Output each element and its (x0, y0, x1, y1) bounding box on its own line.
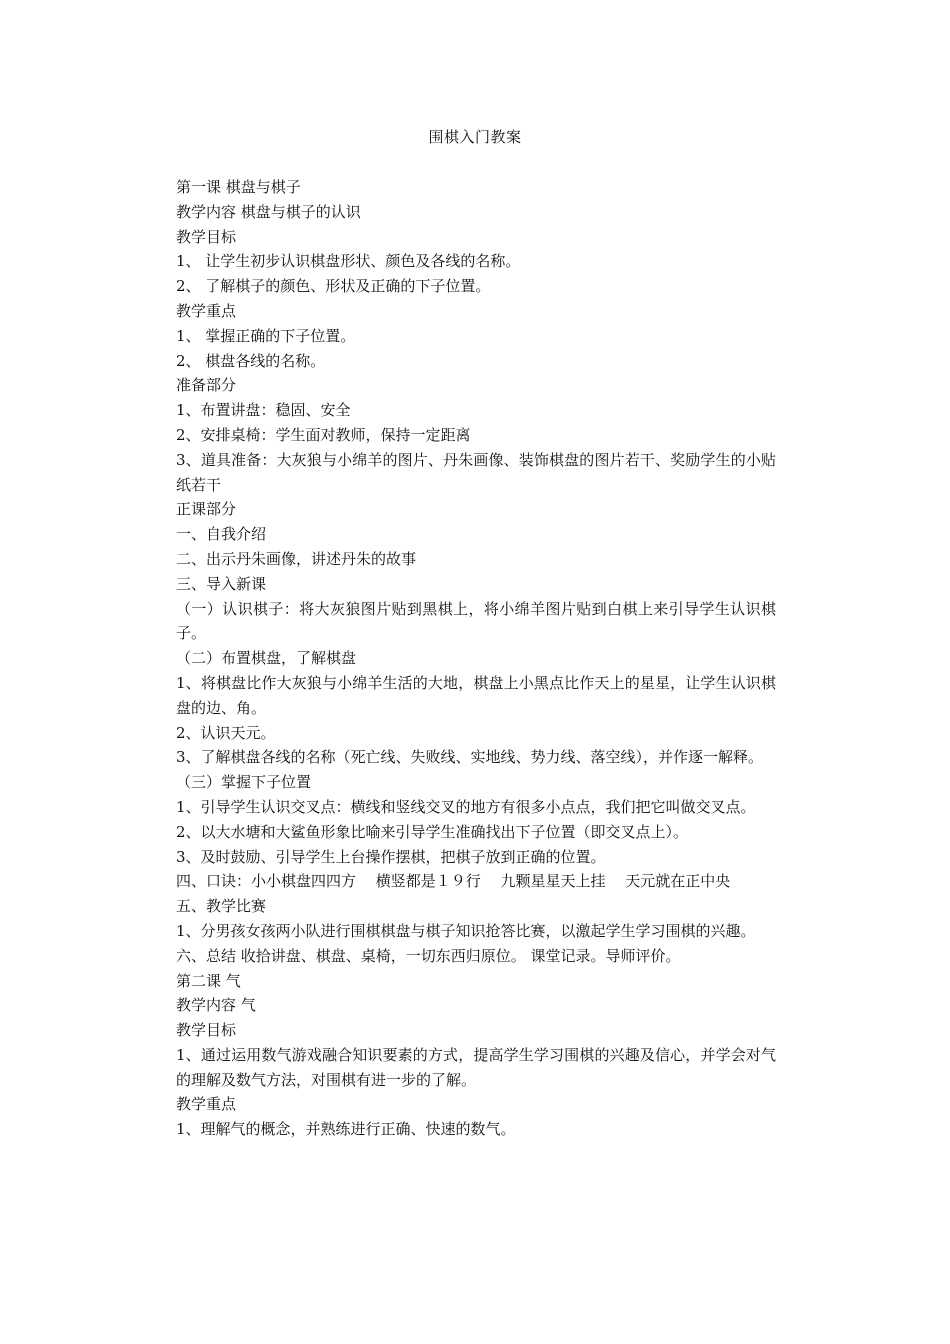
key-point-item: 2、 棋盘各线的名称。 (176, 351, 326, 370)
objective-item: 2、 了解棋子的颜色、形状及正确的下子位置。 (176, 277, 491, 296)
sub-step: 3、了解棋盘各线的名称（死亡线、失败线、实地线、势力线、落空线），并作逐一解释。 (176, 748, 764, 767)
sub-step: 1、分男孩女孩两小队进行围棋棋盘与棋子知识抢答比赛，以激起学生学习围棋的兴趣。 (176, 921, 756, 940)
lesson-2-content: 教学内容 气 (176, 996, 256, 1015)
sub-step: 1、引导学生认识交叉点：横线和竖线交叉的地方有很多小点点，我们把它叫做交叉点。 (176, 797, 756, 816)
preparation-item: 1、布置讲盘：稳固、安全 (176, 401, 351, 420)
main-step: 三、导入新课 (176, 574, 267, 593)
lesson-2-heading: 第二课 气 (176, 971, 241, 990)
lesson-1-content: 教学内容 棋盘与棋子的认识 (176, 202, 361, 221)
section-heading-key-points: 教学重点 (176, 301, 237, 320)
sub-step: （一）认识棋子：将大灰狼图片贴到黑棋上，将小绵羊图片贴到白棋上来引导学生认识棋子。 (176, 599, 776, 643)
key-point-item: 1、 掌握正确的下子位置。 (176, 326, 356, 345)
lesson-1-heading: 第一课 棋盘与棋子 (176, 178, 301, 196)
section-heading-preparation: 准备部分 (176, 376, 237, 395)
objective-item: 1、通过运用数气游戏融合知识要素的方式，提高学生学习围棋的兴趣及信心，并学会对气的理解及数气方法，对围棋有进一步的了解。 (176, 1045, 776, 1089)
sub-step: 1、将棋盘比作大灰狼与小绵羊生活的大地，棋盘上小黑点比作天上的星星，让学生认识棋盘的边、角。 (176, 673, 776, 717)
sub-step-heading: （二）布置棋盘，了解棋盘 (176, 649, 357, 668)
preparation-item: 2、安排桌椅：学生面对教师，保持一定距离 (176, 425, 471, 444)
sub-step: 3、及时鼓励、引导学生上台操作摆棋，把棋子放到正确的位置。 (176, 847, 606, 866)
key-point-item: 1、理解气的概念，并熟练进行正确、快速的数气。 (176, 1120, 516, 1139)
rhyme-line: 四、口诀：小小棋盘四四方 横竖都是１９行 九颗星星天上挂 天元就在正中央 (176, 872, 731, 891)
document-title: 围棋入门教案 (428, 128, 522, 146)
main-step: 一、自我介绍 (176, 525, 267, 544)
main-step: 五、教学比赛 (176, 897, 267, 916)
sub-step-heading: （三）掌握下子位置 (176, 773, 312, 792)
preparation-item: 3、道具准备：大灰狼与小绵羊的图片、丹朱画像、装饰棋盘的图片若干、奖励学生的小贴纸若干 (176, 450, 776, 494)
section-heading-main: 正课部分 (176, 500, 237, 519)
sub-step: 2、以大水塘和大鲨鱼形象比喻来引导学生准确找出下子位置（即交叉点上）。 (176, 822, 689, 841)
document-body (176, 175, 776, 1142)
section-heading-key-points: 教学重点 (176, 1095, 237, 1114)
objective-item: 1、 让学生初步认识棋盘形状、颜色及各线的名称。 (176, 252, 521, 271)
section-heading-objectives: 教学目标 (176, 1021, 237, 1040)
sub-step: 2、认识天元。 (176, 723, 276, 742)
main-step: 二、出示丹朱画像，讲述丹朱的故事 (176, 549, 417, 568)
summary-line: 六、总结 收拾讲盘、棋盘、桌椅，一切东西归原位。 课堂记录。导师评价。 (176, 946, 681, 965)
section-heading-objectives: 教学目标 (176, 227, 237, 246)
